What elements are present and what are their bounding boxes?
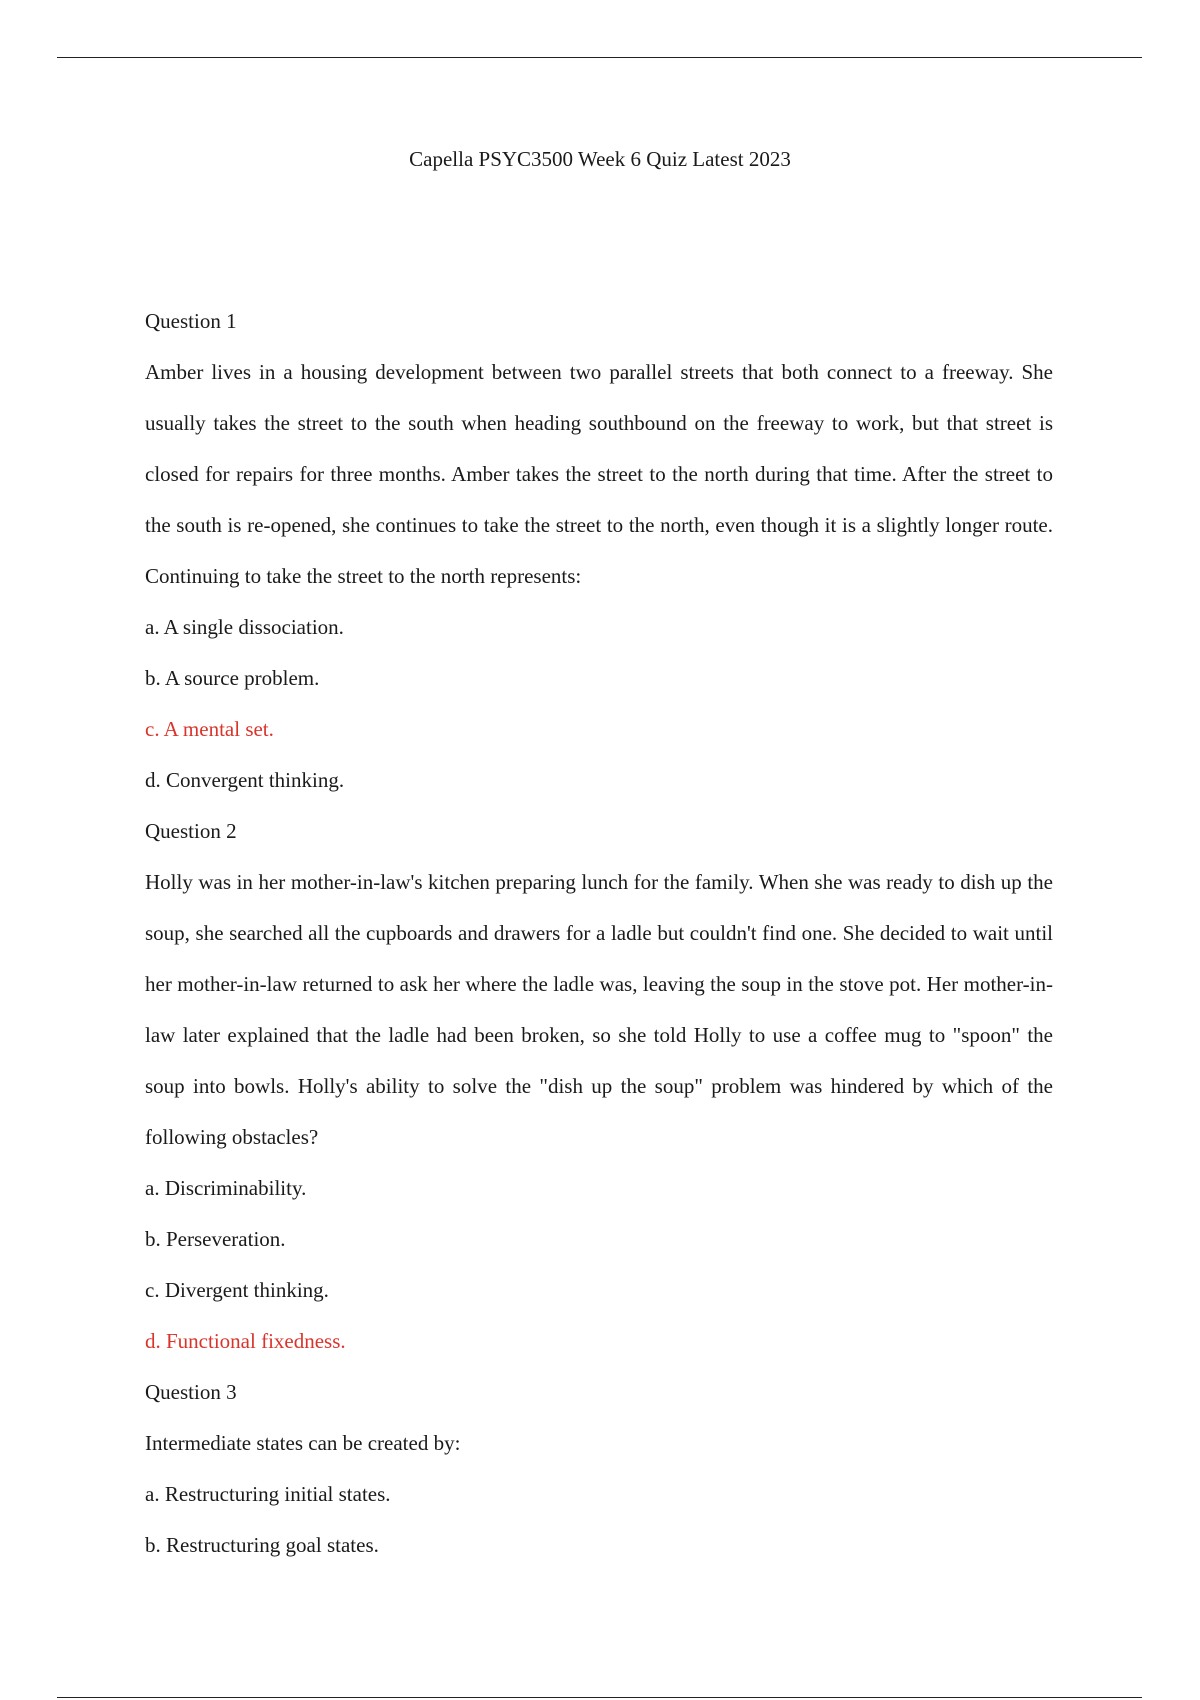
document-body — [145, 296, 1053, 1571]
option-d: d. Convergent thinking. — [145, 768, 345, 792]
option-a: a. Discriminability. — [145, 1176, 307, 1200]
option-a: a. Restructuring initial states. — [145, 1482, 391, 1506]
question-text: Intermediate states can be created by: — [145, 1431, 461, 1455]
option-b: b. Restructuring goal states. — [145, 1533, 379, 1557]
question-heading: Question 2 — [145, 819, 237, 843]
question-text: Holly was in her mother-in-law's kitchen preparing lunch for the family. When she was ready to dish up the soup, she searched all the cupboards and drawers for a ladle but couldn't find one. She decided to wait until her mother-in-law returned to ask her where the ladle was, leaving the soup in the stove pot. Her mother-in-law later explained that the ladle had been broken, so she told Holly to use a coffee mug to "spoon" the soup into bowls. Holly's ability to solve the "dish up the soup" problem was hindered by which of the following obstacles? — [145, 870, 1053, 1149]
option-d-correct: d. Functional fixedness. — [145, 1329, 346, 1353]
question-heading: Question 1 — [145, 309, 237, 333]
question-block — [145, 806, 1053, 1367]
question-heading: Question 3 — [145, 1380, 237, 1404]
option-a: a. A single dissociation. — [145, 615, 344, 639]
option-b: b. Perseveration. — [145, 1227, 286, 1251]
question-block — [145, 1367, 1053, 1571]
question-block — [145, 296, 1053, 806]
option-b: b. A source problem. — [145, 666, 320, 690]
bottom-rule — [57, 1697, 1142, 1698]
top-rule — [57, 57, 1142, 58]
document-title: Capella PSYC3500 Week 6 Quiz Latest 2023 — [409, 147, 791, 171]
option-c: c. Divergent thinking. — [145, 1278, 329, 1302]
question-text: Amber lives in a housing development between two parallel streets that both connect to a freeway. She usually takes the street to the south when heading southbound on the freeway to work, but that street is closed for repairs for three months. Amber takes the street to the north during that time. After the street to the south is re-opened, she continues to take the street to the north, even though it is a slightly longer route. Continuing to take the street to the north represents: — [145, 360, 1053, 588]
option-c-correct: c. A mental set. — [145, 717, 274, 741]
